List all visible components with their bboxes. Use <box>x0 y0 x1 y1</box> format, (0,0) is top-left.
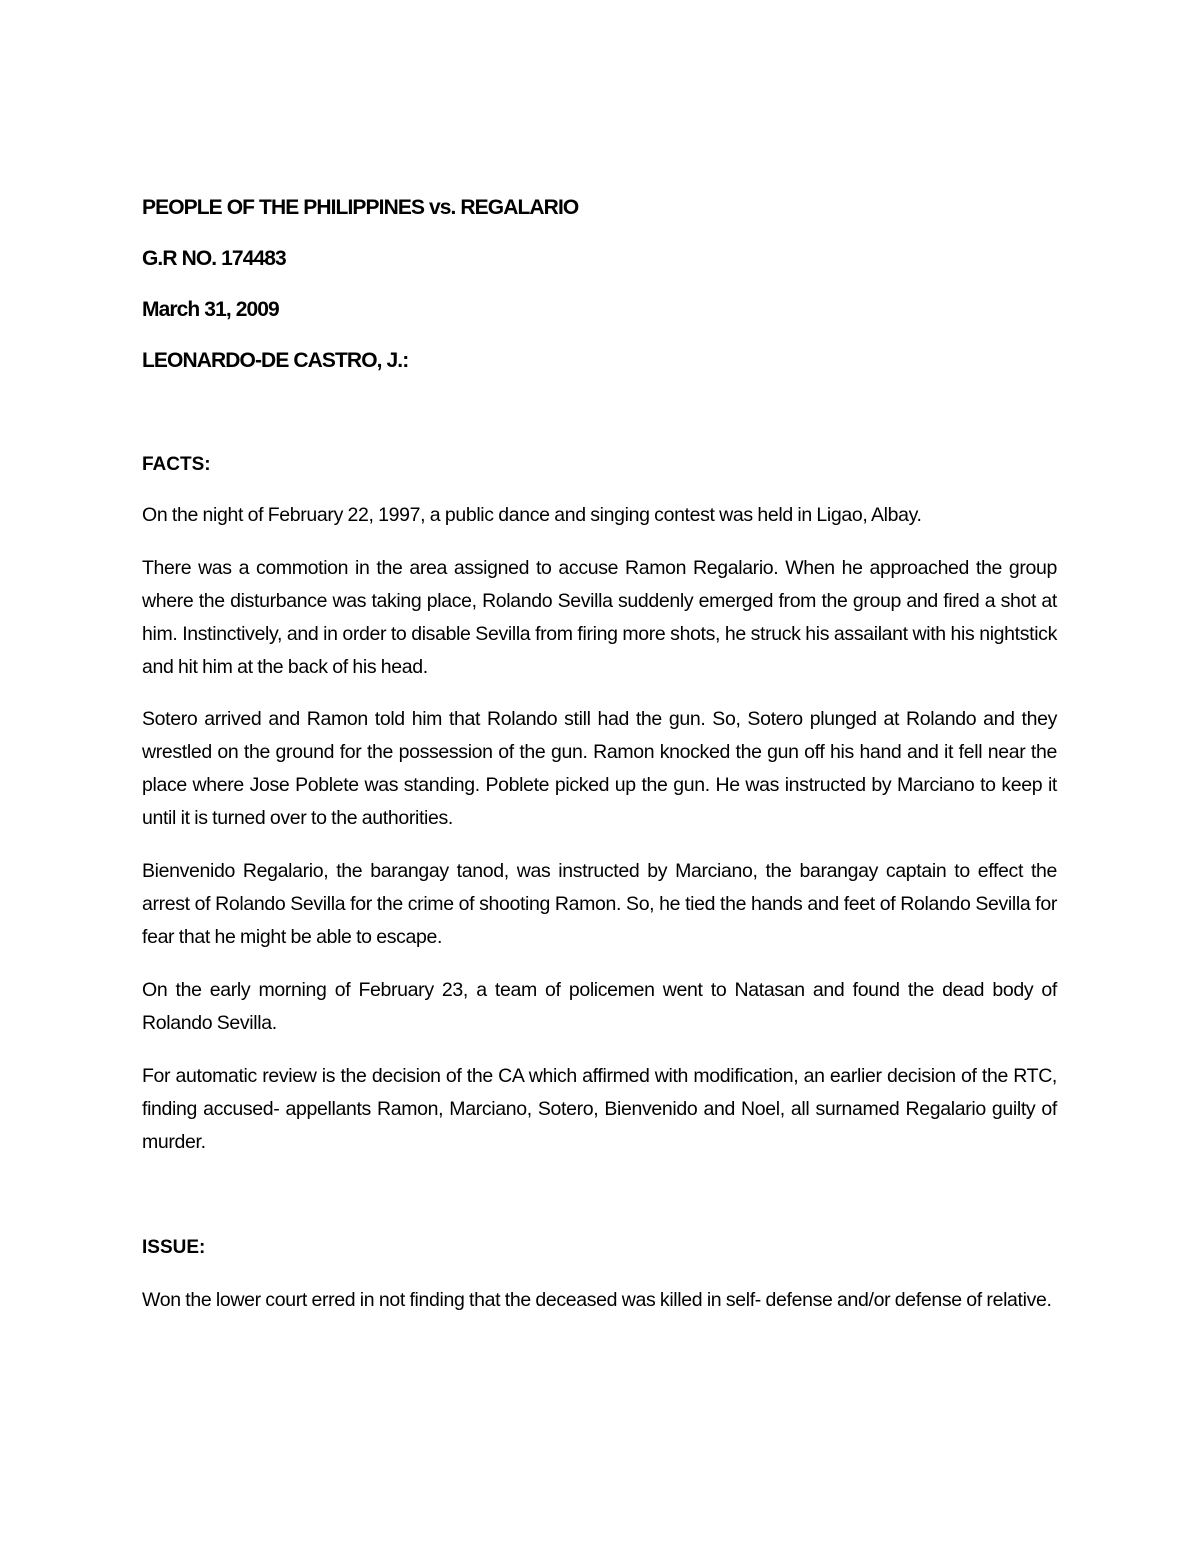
decision-date: March 31, 2009 <box>142 298 279 321</box>
facts-heading: FACTS: <box>142 454 211 475</box>
facts-paragraph-6: For automatic review is the decision of the CA which affirmed with modification, an earlier decision of the RTC, finding accused- appellants Ramon, Marciano, Sotero, Bienvenido and Noel, all surnamed Regalario guilty of murder. <box>142 1065 1057 1153</box>
facts-paragraph-4: Bienvenido Regalario, the barangay tanod, was instructed by Marciano, the barangay captain to effect the arrest of Rolando Sevilla for the crime of shooting Ramon. So, he tied the hands and feet of Rolando Sevilla for fear that he might be able to escape. <box>142 860 1057 948</box>
issue-heading: ISSUE: <box>142 1237 206 1258</box>
facts-paragraph-3: Sotero arrived and Ramon told him that Rolando still had the gun. So, Sotero plunged at Rolando and they wrestled on the ground for the possession of the gun. Ramon knocked the gun off his hand and it fell near the place where Jose Poblete was standing. Poblete picked up the gun. He was instructed by Marciano to keep it until it is turned over to the authorities. <box>142 708 1057 829</box>
facts-paragraph-5: On the early morning of February 23, a team of policemen went to Natasan and found the dead body of Rolando Sevilla. <box>142 979 1057 1034</box>
issue-paragraph-1: Won the lower court erred in not finding that the deceased was killed in self- defense and/or defense of relative. <box>142 1289 1052 1311</box>
gr-number: G.R NO. 174483 <box>142 247 286 270</box>
facts-paragraph-2: There was a commotion in the area assigned to accuse Ramon Regalario. When he approached the group where the disturbance was taking place, Rolando Sevilla suddenly emerged from the group and fired a shot at him. Instinctively, and in order to disable Sevilla from firing more shots, he struck his assailant with his nightstick and hit him at the back of his head. <box>142 557 1057 678</box>
case-title: PEOPLE OF THE PHILIPPINES vs. REGALARIO <box>142 196 579 219</box>
ponente: LEONARDO-DE CASTRO, J.: <box>142 349 409 372</box>
facts-paragraph-1: On the night of February 22, 1997, a public dance and singing contest was held in Ligao, Albay. <box>142 504 922 526</box>
